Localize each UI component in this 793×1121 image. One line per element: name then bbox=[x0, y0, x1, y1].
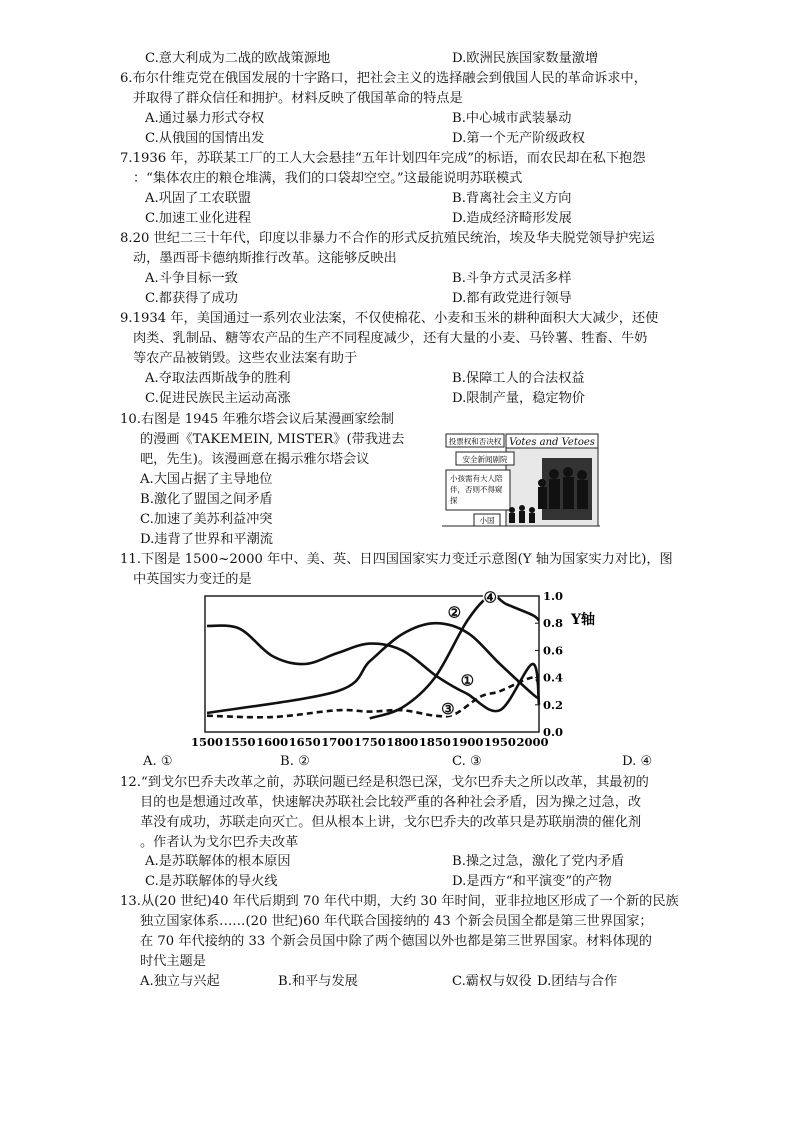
y-tick-label: 0.2 bbox=[543, 697, 564, 712]
series-label-3: ③ bbox=[441, 699, 455, 718]
y-tick-label: 0.0 bbox=[543, 725, 564, 739]
y-tick-label: 1.0 bbox=[543, 589, 564, 603]
q6-option-a: A.通过暴力形式夺权 bbox=[145, 111, 265, 126]
x-tick-label: 1800 bbox=[386, 735, 419, 749]
series-label-1: ① bbox=[460, 671, 475, 690]
cartoon-banner: Votes and Vetoes bbox=[509, 437, 595, 448]
q13-stem-cont: 独立国家体系……(20 世纪)60 年代联合国接纳的 43 个新会员国全都是第三世界国家； bbox=[140, 914, 653, 929]
series-line-2 bbox=[207, 623, 539, 713]
cartoon-sign-children-1: 小孩需有大人陪 bbox=[450, 474, 503, 483]
x-tick-label: 1900 bbox=[451, 735, 484, 749]
cartoon-small-country: 小国 bbox=[479, 516, 495, 525]
q10-option-d: D.违背了世界和平潮流 bbox=[140, 532, 273, 547]
q13-stem-cont2: 在 70 年代接纳的 33 个新会员国中除了两个德国以外也都是第三世界国家。材料体现的 bbox=[140, 934, 652, 949]
power-shift-chart bbox=[190, 588, 615, 750]
q13-option-a: A.独立与兴起 bbox=[140, 974, 220, 989]
x-tick-label: 1750 bbox=[353, 735, 386, 749]
cartoon-sign-votes: 投票权和否决权 bbox=[448, 437, 502, 446]
q10-stem-cont2: 吧，先生)。该漫画意在揭示雅尔塔会议 bbox=[140, 452, 370, 467]
q6-option-b: B.中心城市武装暴动 bbox=[452, 111, 572, 126]
q10-option-b: B.激化了盟国之间矛盾 bbox=[140, 492, 273, 507]
series-label-4: ④ bbox=[483, 588, 497, 607]
q8-option-b: B.斗争方式灵活多样 bbox=[452, 271, 572, 286]
q7-option-d: D.造成经济畸形发展 bbox=[452, 211, 572, 226]
cartoon-sign-theater: 安全新闻剧院 bbox=[462, 455, 508, 464]
q9-option-d: D.限制产量，稳定物价 bbox=[452, 391, 585, 406]
q5-option-d: D.欧洲民族国家数量激增 bbox=[452, 51, 599, 66]
q11-option-c: C. ③ bbox=[452, 754, 482, 769]
q10-option-a: A.大国占据了主导地位 bbox=[140, 472, 273, 487]
q7-stem: 7.1936 年，苏联某工厂的工人大会悬挂“五年计划四年完成”的标语，而农民却在私下抱怨 bbox=[120, 151, 646, 166]
y-tick-label: 0.4 bbox=[543, 670, 564, 685]
q13-option-b: B.和平与发展 bbox=[278, 974, 358, 989]
y-tick-label: 0.6 bbox=[543, 643, 564, 658]
q11-stem-cont: 中英国实力变迁的是 bbox=[133, 572, 252, 587]
q8-option-a: A.斗争目标一致 bbox=[145, 271, 238, 286]
q6-stem: 6.布尔什维克党在俄国发展的十字路口，把社会主义的选择融会到俄国人民的革命诉求中， bbox=[120, 71, 647, 86]
q12-option-a: A.是苏联解体的根本原因 bbox=[145, 854, 291, 869]
q9-stem: 9.1934 年，美国通过一系列农业法案，不仅使棉花、小麦和玉米的耕种面积大大减少，还使 bbox=[120, 311, 659, 326]
x-tick-label: 1700 bbox=[321, 735, 354, 749]
q10-option-c: C.加速了美苏利益冲突 bbox=[140, 512, 273, 527]
q8-option-c: C.都获得了成功 bbox=[145, 291, 238, 306]
q7-option-c: C.加速工业化进程 bbox=[145, 211, 252, 226]
q11-option-b: B. ② bbox=[280, 754, 310, 769]
y-tick-label: 0.8 bbox=[543, 616, 564, 631]
q12-stem-cont2: 革没有成功，苏联走向灭亡。但从根本上讲，戈尔巴乔夫的改革只是苏联崩溃的催化剂 bbox=[140, 815, 642, 830]
series-label-2: ② bbox=[447, 603, 462, 622]
q13-stem: 13.从(20 世纪)40 年代后期到 70 年代中期，大约 30 年时间，亚非拉地区形成了一个新的民族 bbox=[120, 894, 679, 909]
x-tick-label: 1950 bbox=[483, 735, 516, 749]
x-tick-label: 2000 bbox=[516, 735, 549, 749]
q8-option-d: D.都有政党进行领导 bbox=[452, 291, 572, 306]
q6-option-d: D.第一个无产阶级政权 bbox=[452, 131, 585, 146]
q8-stem-cont: 动，墨西哥卡德纳斯推行改革。这能够反映出 bbox=[133, 251, 397, 266]
q9-option-a: A.夺取法西斯战争的胜利 bbox=[145, 371, 291, 386]
q13-option-d: D.团结与合作 bbox=[537, 974, 618, 989]
x-tick-label: 1600 bbox=[256, 735, 289, 749]
series-line-3 bbox=[207, 678, 539, 718]
q11-option-d: D. ④ bbox=[622, 754, 653, 769]
series-line-1 bbox=[207, 626, 539, 712]
q9-stem-cont: 肉类、乳制品、糖等农产品的生产不同程度减少，还有大量的小麦、马铃薯、牲畜、牛奶 bbox=[133, 331, 648, 346]
x-tick-label: 1650 bbox=[288, 735, 321, 749]
q12-stem: 12.“到戈尔巴乔夫改革之前，苏联问题已经是积怨已深，戈尔巴乔夫之所以改革，其最初的 bbox=[120, 775, 649, 790]
q13-option-c: C.霸权与奴役 bbox=[452, 974, 532, 989]
q13-stem-cont3: 时代主题是 bbox=[140, 954, 206, 969]
q7-option-a: A.巩固了工农联盟 bbox=[145, 191, 252, 206]
q11-option-a: A. ① bbox=[143, 754, 173, 769]
x-tick-label: 1850 bbox=[418, 735, 451, 749]
q7-stem-cont: ：“集体农庄的粮仓堆满，我们的口袋却空空。”这最能说明苏联模式 bbox=[133, 171, 523, 186]
q12-option-b: B.操之过急，激化了党内矛盾 bbox=[452, 854, 625, 869]
x-tick-label: 1550 bbox=[223, 735, 256, 749]
q6-stem-cont: 并取得了群众信任和拥护。材料反映了俄国革命的特点是 bbox=[133, 91, 463, 106]
x-tick-label: 1500 bbox=[190, 735, 224, 749]
q10-stem-cont: 的漫画《TAKEMEIN, MISTER》(带我进去 bbox=[140, 432, 405, 447]
q6-option-c: C.从俄国的国情出发 bbox=[145, 131, 265, 146]
q12-stem-cont3: 。作者认为戈尔巴乔夫改革 bbox=[140, 835, 299, 850]
chart-ylabel: Y轴 bbox=[571, 612, 595, 628]
q9-stem-cont2: 等农产品被销毁。这些农业法案有助于 bbox=[133, 351, 358, 366]
cartoon-sign-children-2: 伴，否则不得窥 bbox=[450, 485, 503, 494]
q5-option-c: C.意大利成为二战的欧战策源地 bbox=[145, 51, 331, 66]
q10-stem: 10.右图是 1945 年雅尔塔会议后某漫画家绘制 bbox=[120, 412, 394, 427]
q12-stem-cont: 目的也是想通过改革，快速解决苏联社会比较严重的各种社会矛盾，因为操之过急，改 bbox=[140, 795, 642, 810]
q12-option-d: D.是西方“和平演变”的产物 bbox=[452, 874, 612, 889]
q12-option-c: C.是苏联解体的导火线 bbox=[145, 874, 278, 889]
q8-stem: 8.20 世纪二三十年代，印度以非暴力不合作的形式反抗殖民统治，埃及华夫脱党领导护宪运 bbox=[120, 231, 655, 246]
q7-option-b: B.背离社会主义方向 bbox=[452, 191, 572, 206]
cartoon-sign-children-3: 探 bbox=[450, 496, 458, 505]
q9-option-b: B.保障工人的合法权益 bbox=[452, 371, 585, 386]
q11-stem: 11.下图是 1500~2000 年中、美、英、日四国国家实力变迁示意图(Y 轴为国家实力对比)，图 bbox=[120, 552, 673, 567]
yalta-cartoon bbox=[442, 428, 600, 534]
q9-option-c: C.促进民族民主运动高涨 bbox=[145, 391, 291, 406]
